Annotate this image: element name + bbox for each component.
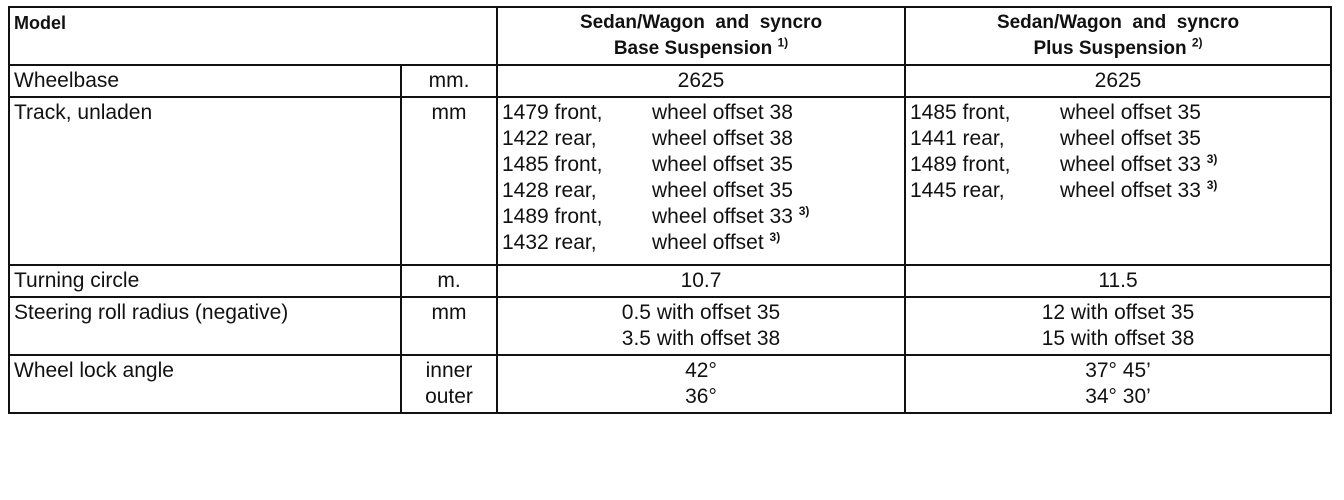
lock-base-inner: 42° — [685, 359, 717, 382]
plus-header-line2: Plus Suspension — [1033, 38, 1187, 59]
track-plus-line — [910, 178, 1326, 204]
wheel-lock-angle-row — [9, 355, 1331, 413]
base-header-footnote: 1) — [777, 35, 789, 50]
wheelbase-label: Wheelbase — [9, 65, 401, 97]
track-value: 1422 rear, — [502, 127, 597, 150]
track-offset: wheel offset 35 — [652, 153, 793, 176]
track-base-line — [502, 100, 900, 126]
track-value: 1441 rear, — [910, 127, 1005, 150]
track-value: 1445 rear, — [910, 179, 1005, 202]
track-note: 3) — [798, 204, 810, 218]
track-offset: wheel offset — [652, 231, 764, 254]
steering-base-line: 0.5 with offset 35 — [621, 301, 781, 324]
model-header-cell — [9, 7, 497, 65]
model-label: Model — [14, 13, 66, 33]
plus-header-footnote: 2) — [1191, 35, 1203, 50]
track-row — [9, 97, 1331, 265]
track-plus-line — [910, 100, 1326, 126]
base-header-line2: Base Suspension — [613, 38, 773, 59]
wheel-lock-angle-label: Wheel lock angle — [9, 355, 401, 413]
track-base-line — [502, 152, 900, 178]
track-offset: wheel offset 33 — [652, 205, 793, 228]
track-plus-line — [910, 126, 1326, 152]
wheelbase-base-value: 2625 — [497, 65, 905, 97]
lock-base-outer: 36° — [685, 385, 717, 408]
track-value: 1489 front, — [502, 205, 603, 228]
track-base-line — [502, 178, 900, 204]
turning-circle-label: Turning circle — [9, 265, 401, 297]
track-offset: wheel offset 38 — [652, 101, 793, 124]
track-value: 1485 front, — [910, 101, 1011, 124]
suspension-spec-table — [8, 6, 1332, 414]
header-row — [9, 7, 1331, 65]
base-header-line1: Sedan/Wagon and syncro — [579, 12, 823, 33]
wheelbase-unit: mm. — [401, 65, 497, 97]
turning-circle-unit: m. — [401, 265, 497, 297]
steering-roll-radius-unit: mm — [401, 297, 497, 355]
track-plus-line — [910, 152, 1326, 178]
turning-circle-row — [9, 265, 1331, 297]
track-offset: wheel offset 33 — [1060, 153, 1201, 176]
track-base-line — [502, 230, 900, 256]
track-offset: wheel offset 33 — [1060, 179, 1201, 202]
lock-plus-outer: 34° 30’ — [1085, 385, 1151, 408]
lock-base-cell — [497, 355, 905, 413]
lock-plus-cell — [905, 355, 1331, 413]
track-value: 1489 front, — [910, 153, 1011, 176]
track-value: 1428 rear, — [502, 179, 597, 202]
track-label: Track, unladen — [9, 97, 401, 265]
track-note: 3) — [1206, 178, 1218, 192]
wheelbase-plus-value: 2625 — [905, 65, 1331, 97]
lock-plus-inner: 37° 45’ — [1085, 359, 1151, 382]
turning-circle-base-value: 10.7 — [497, 265, 905, 297]
track-base-line — [502, 204, 900, 230]
track-unit: mm — [401, 97, 497, 265]
track-value: 1485 front, — [502, 153, 603, 176]
track-offset: wheel offset 35 — [652, 179, 793, 202]
turning-circle-plus-value: 11.5 — [905, 265, 1331, 297]
plus-suspension-header — [905, 7, 1331, 65]
track-value: 1479 front, — [502, 101, 603, 124]
track-offset: wheel offset 35 — [1060, 127, 1201, 150]
track-base-cell — [497, 97, 905, 265]
steering-plus-line: 15 with offset 38 — [1041, 327, 1195, 350]
track-note: 3) — [769, 230, 781, 244]
track-value: 1432 rear, — [502, 231, 597, 254]
wheel-lock-angle-units — [401, 355, 497, 413]
plus-header-line1: Sedan/Wagon and syncro — [996, 12, 1240, 33]
track-offset: wheel offset 35 — [1060, 101, 1201, 124]
steering-roll-radius-row — [9, 297, 1331, 355]
steering-base-line: 3.5 with offset 38 — [621, 327, 781, 350]
steering-roll-radius-label: Steering roll radius (negative) — [9, 297, 401, 355]
lock-unit-inner: inner — [425, 359, 473, 382]
wheelbase-row — [9, 65, 1331, 97]
steering-plus-line: 12 with offset 35 — [1041, 301, 1195, 324]
base-suspension-header — [497, 7, 905, 65]
track-plus-cell — [905, 97, 1331, 265]
spec-sheet — [8, 6, 1332, 491]
steering-base-cell — [497, 297, 905, 355]
track-base-line — [502, 126, 900, 152]
lock-unit-outer: outer — [425, 385, 473, 408]
track-note: 3) — [1206, 152, 1218, 166]
steering-plus-cell — [905, 297, 1331, 355]
track-offset: wheel offset 38 — [652, 127, 793, 150]
